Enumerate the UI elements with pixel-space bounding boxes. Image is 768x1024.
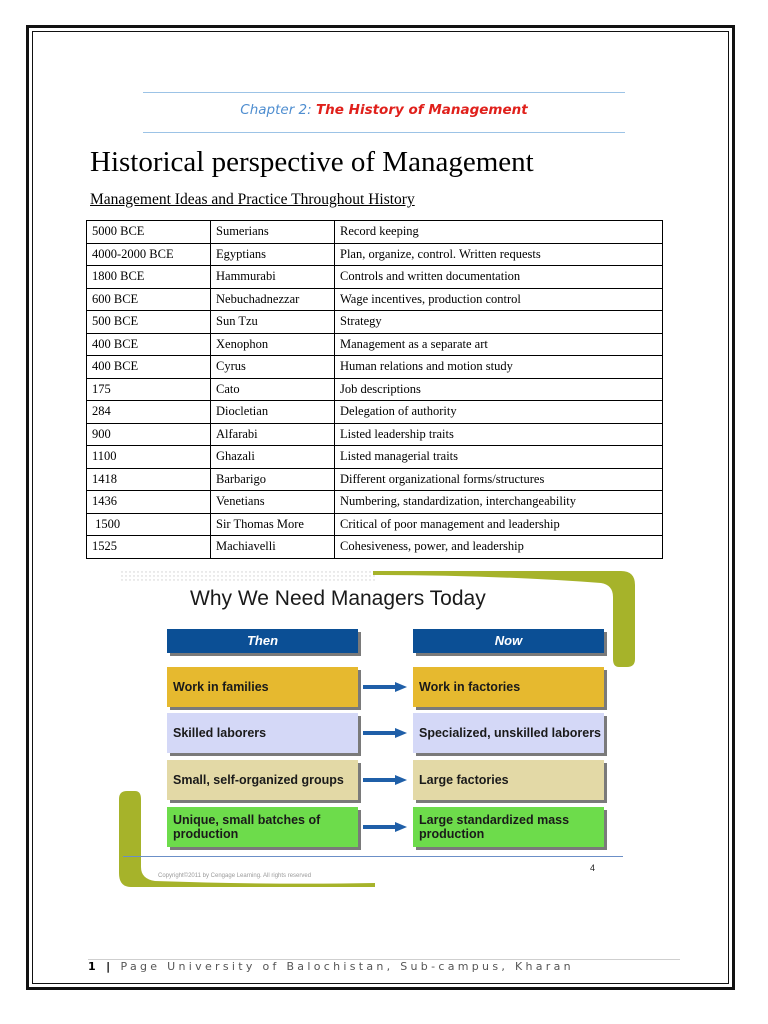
now-box: Large standardized mass production: [413, 807, 604, 847]
cell-contribution: Controls and written documentation: [335, 266, 663, 289]
table-row: [87, 378, 663, 401]
slide-page-number: 4: [590, 863, 596, 873]
table-row: [87, 513, 663, 536]
cell-person: Egyptians: [211, 243, 335, 266]
footer-page-number: 1: [88, 960, 99, 973]
then-box: Small, self-organized groups: [167, 760, 358, 800]
cell-date: 175: [87, 378, 211, 401]
now-box: Large factories: [413, 760, 604, 800]
table-row: [87, 311, 663, 334]
cell-date: 1418: [87, 468, 211, 491]
cell-person: Nebuchadnezzar: [211, 288, 335, 311]
chapter-prefix: Chapter 2:: [240, 102, 312, 118]
table-row: [87, 423, 663, 446]
column-header-now: Now: [413, 629, 604, 653]
cell-date: 4000-2000 BCE: [87, 243, 211, 266]
cell-date: 900: [87, 423, 211, 446]
table-row: [87, 266, 663, 289]
cell-date: 500 BCE: [87, 311, 211, 334]
table-row: [87, 536, 663, 559]
table-row: [87, 333, 663, 356]
cell-contribution: Listed leadership traits: [335, 423, 663, 446]
cell-contribution: Strategy: [335, 311, 663, 334]
cell-person: Cato: [211, 378, 335, 401]
cell-person: Sumerians: [211, 221, 335, 244]
cell-contribution: Critical of poor management and leadership: [335, 513, 663, 536]
cell-date: 1800 BCE: [87, 266, 211, 289]
page-footer: [88, 960, 574, 973]
cell-contribution: Delegation of authority: [335, 401, 663, 424]
cell-contribution: Job descriptions: [335, 378, 663, 401]
cell-person: Venetians: [211, 491, 335, 514]
slide-title: Why We Need Managers Today: [190, 587, 486, 610]
cell-contribution: Different organizational forms/structures: [335, 468, 663, 491]
cell-contribution: Numbering, standardization, interchangeability: [335, 491, 663, 514]
then-box: Work in families: [167, 667, 358, 707]
cell-date: 600 BCE: [87, 288, 211, 311]
cell-date: 1436: [87, 491, 211, 514]
cell-contribution: Human relations and motion study: [335, 356, 663, 379]
table-row: [87, 446, 663, 469]
cell-contribution: Record keeping: [335, 221, 663, 244]
now-box: Work in factories: [413, 667, 604, 707]
then-box: Skilled laborers: [167, 713, 358, 753]
cell-date: 1525: [87, 536, 211, 559]
cell-date: 284: [87, 401, 211, 424]
cell-contribution: Cohesiveness, power, and leadership: [335, 536, 663, 559]
cell-person: Machiavelli: [211, 536, 335, 559]
page-title: Historical perspective of Management: [90, 146, 534, 178]
cell-person: Sir Thomas More: [211, 513, 335, 536]
cell-date: 400 BCE: [87, 356, 211, 379]
footer-separator: |: [98, 960, 121, 973]
cell-date: 1500: [87, 513, 211, 536]
cell-date: 5000 BCE: [87, 221, 211, 244]
chapter-title: The History of Management: [315, 102, 528, 118]
table-row: [87, 401, 663, 424]
cell-person: Sun Tzu: [211, 311, 335, 334]
table-row: [87, 491, 663, 514]
table-row: [87, 468, 663, 491]
right-arrow-icon: [363, 775, 407, 785]
table-row: [87, 221, 663, 244]
cell-contribution: Wage incentives, production control: [335, 288, 663, 311]
table-row: [87, 288, 663, 311]
cell-person: Alfarabi: [211, 423, 335, 446]
cell-person: Xenophon: [211, 333, 335, 356]
right-arrow-icon: [363, 682, 407, 692]
column-header-then: Then: [167, 629, 358, 653]
cell-person: Cyrus: [211, 356, 335, 379]
cell-person: Ghazali: [211, 446, 335, 469]
cell-contribution: Plan, organize, control. Written requests: [335, 243, 663, 266]
slide-copyright: Copyright©2011 by Cengage Learning. All rights reserved: [158, 873, 312, 879]
cell-contribution: Listed managerial traits: [335, 446, 663, 469]
right-arrow-icon: [363, 822, 407, 832]
footer-text: Page University of Balochistan, Sub-campus, Kharan: [120, 960, 574, 973]
table-row: [87, 243, 663, 266]
chapter-rule-top: [143, 92, 625, 93]
cell-date: 1100: [87, 446, 211, 469]
now-box: Specialized, unskilled laborers: [413, 713, 604, 753]
then-box: Unique, small batches of production: [167, 807, 358, 847]
history-table: [86, 220, 663, 559]
table-row: [87, 356, 663, 379]
section-subtitle: Management Ideas and Practice Throughout History: [90, 191, 415, 208]
cell-person: Diocletian: [211, 401, 335, 424]
slide-why-managers: [113, 567, 638, 887]
cell-person: Barbarigo: [211, 468, 335, 491]
cell-contribution: Management as a separate art: [335, 333, 663, 356]
chapter-heading: [0, 102, 768, 118]
chapter-rule-bottom: [143, 132, 625, 133]
cell-person: Hammurabi: [211, 266, 335, 289]
cell-date: 400 BCE: [87, 333, 211, 356]
right-arrow-icon: [363, 728, 407, 738]
